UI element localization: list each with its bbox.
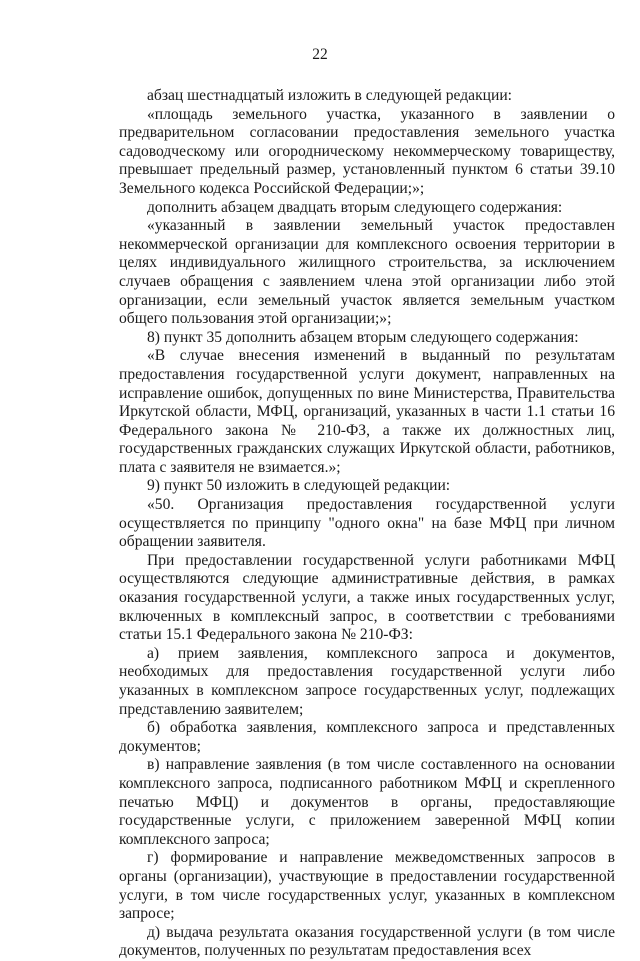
paragraph: При предоставлении государственной услуги работниками МФЦ осуществляются следующие административные действия, в рамках оказания государственной услуги, а также иных государственных услуг, включенных в комплексный запрос, в соответствии с требованиями статьи 15.1 Федерального закона № 210-ФЗ: xyxy=(119,551,615,644)
paragraph: б) обработка заявления, комплексного запроса и представленных документов; xyxy=(119,719,615,755)
paragraph: «50. Организация предоставления государственной услуги осуществляется по принципу "одного окна" на базе МФЦ при личном обращении заявителя. xyxy=(119,496,615,551)
paragraph: 8) пункт 35 дополнить абзацем вторым следующего содержания: xyxy=(147,328,579,346)
paragraph: 9) пункт 50 изложить в следующей редакции: xyxy=(147,477,451,495)
paragraph: «площадь земельного участка, указанного в заявлении о предварительном согласовании предоставления земельного участка садоводческому или огородническому некоммерческому товариществу, превышает предельный размер, установленный пунктом 6 статьи 39.10 Земельного кодекса Российской Федерации;»; xyxy=(119,105,615,197)
page-number: 22 xyxy=(312,46,328,63)
document-body xyxy=(119,87,615,961)
paragraph: «указанный в заявлении земельный участок предоставлен некоммерческой организации для комплексного освоения территории в целях индивидуального жилищного строительства, за исключением случаев обращения с заявлением члена этой организации либо этой организации, если земельный участок является земельным участком общего пользования этой организации;»; xyxy=(119,217,615,328)
paragraph: абзац шестнадцатый изложить в следующей редакции: xyxy=(147,87,513,104)
paragraph: в) направление заявления (в том числе составленного на основании комплексного запроса, подписанного работником МФЦ и скрепленного печатью МФЦ) и документов в органы, предоставляющие государственные услуги, с приложением заверенной МФЦ копии комплексного запроса; xyxy=(119,756,615,848)
paragraph: г) формирование и направление межведомственных запросов в органы (организации), участвующие в предоставлении государственной услуги, в том числе государственных услуг, указанных в комплексном запросе; xyxy=(119,849,615,923)
paragraph: д) выдача результата оказания государственной услуги (в том числе документов, полученных по результатам предоставления всех xyxy=(119,923,615,960)
paragraph: а) прием заявления, комплексного запроса и документов, необходимых для предоставления государственной услуги либо указанных в комплексном запросе государственных услуг, подлежащих представлению заявителем; xyxy=(119,644,615,718)
paragraph: дополнить абзацем двадцать вторым следующего содержания: xyxy=(147,198,563,216)
paragraph: «В случае внесения изменений в выданный по результатам предоставления государственной услуги документ, направленных на исправление ошибок, допущенных по вине Министерства, Правительства Иркутской области, МФЦ, организаций, указанных в части 1.1 статьи 16 Федерального закона № 210-ФЗ, а также их должностных лиц, государственных гражданских служащих Иркутской области, работников, плата с заявителя не взимается.»; xyxy=(119,347,615,476)
